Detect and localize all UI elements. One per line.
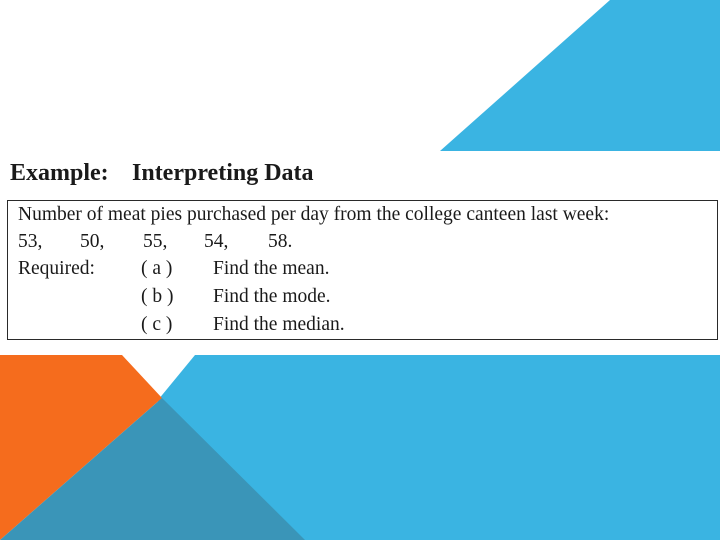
data-value: 53, [18,231,43,252]
task-text: Find the mean. [213,258,330,279]
data-value: 55, [143,231,168,252]
example-heading [10,160,314,187]
example-label: Example: [10,160,109,186]
problem-box [7,200,718,340]
required-label: Required: [18,258,95,279]
task-text: Find the median. [213,314,345,335]
data-value: 58. [268,231,293,252]
required-section [18,258,698,342]
example-title: Interpreting Data [132,160,314,186]
task-marker: ( a ) [141,258,173,279]
data-value: 50, [80,231,105,252]
task-marker: ( b ) [141,286,174,307]
data-value: 54, [204,231,229,252]
top-right-blue-triangle [440,0,720,151]
problem-statement: Number of meat pies purchased per day from the college canteen last week: [18,204,610,225]
task-text: Find the mode. [213,286,331,307]
task-marker: ( c ) [141,314,173,335]
